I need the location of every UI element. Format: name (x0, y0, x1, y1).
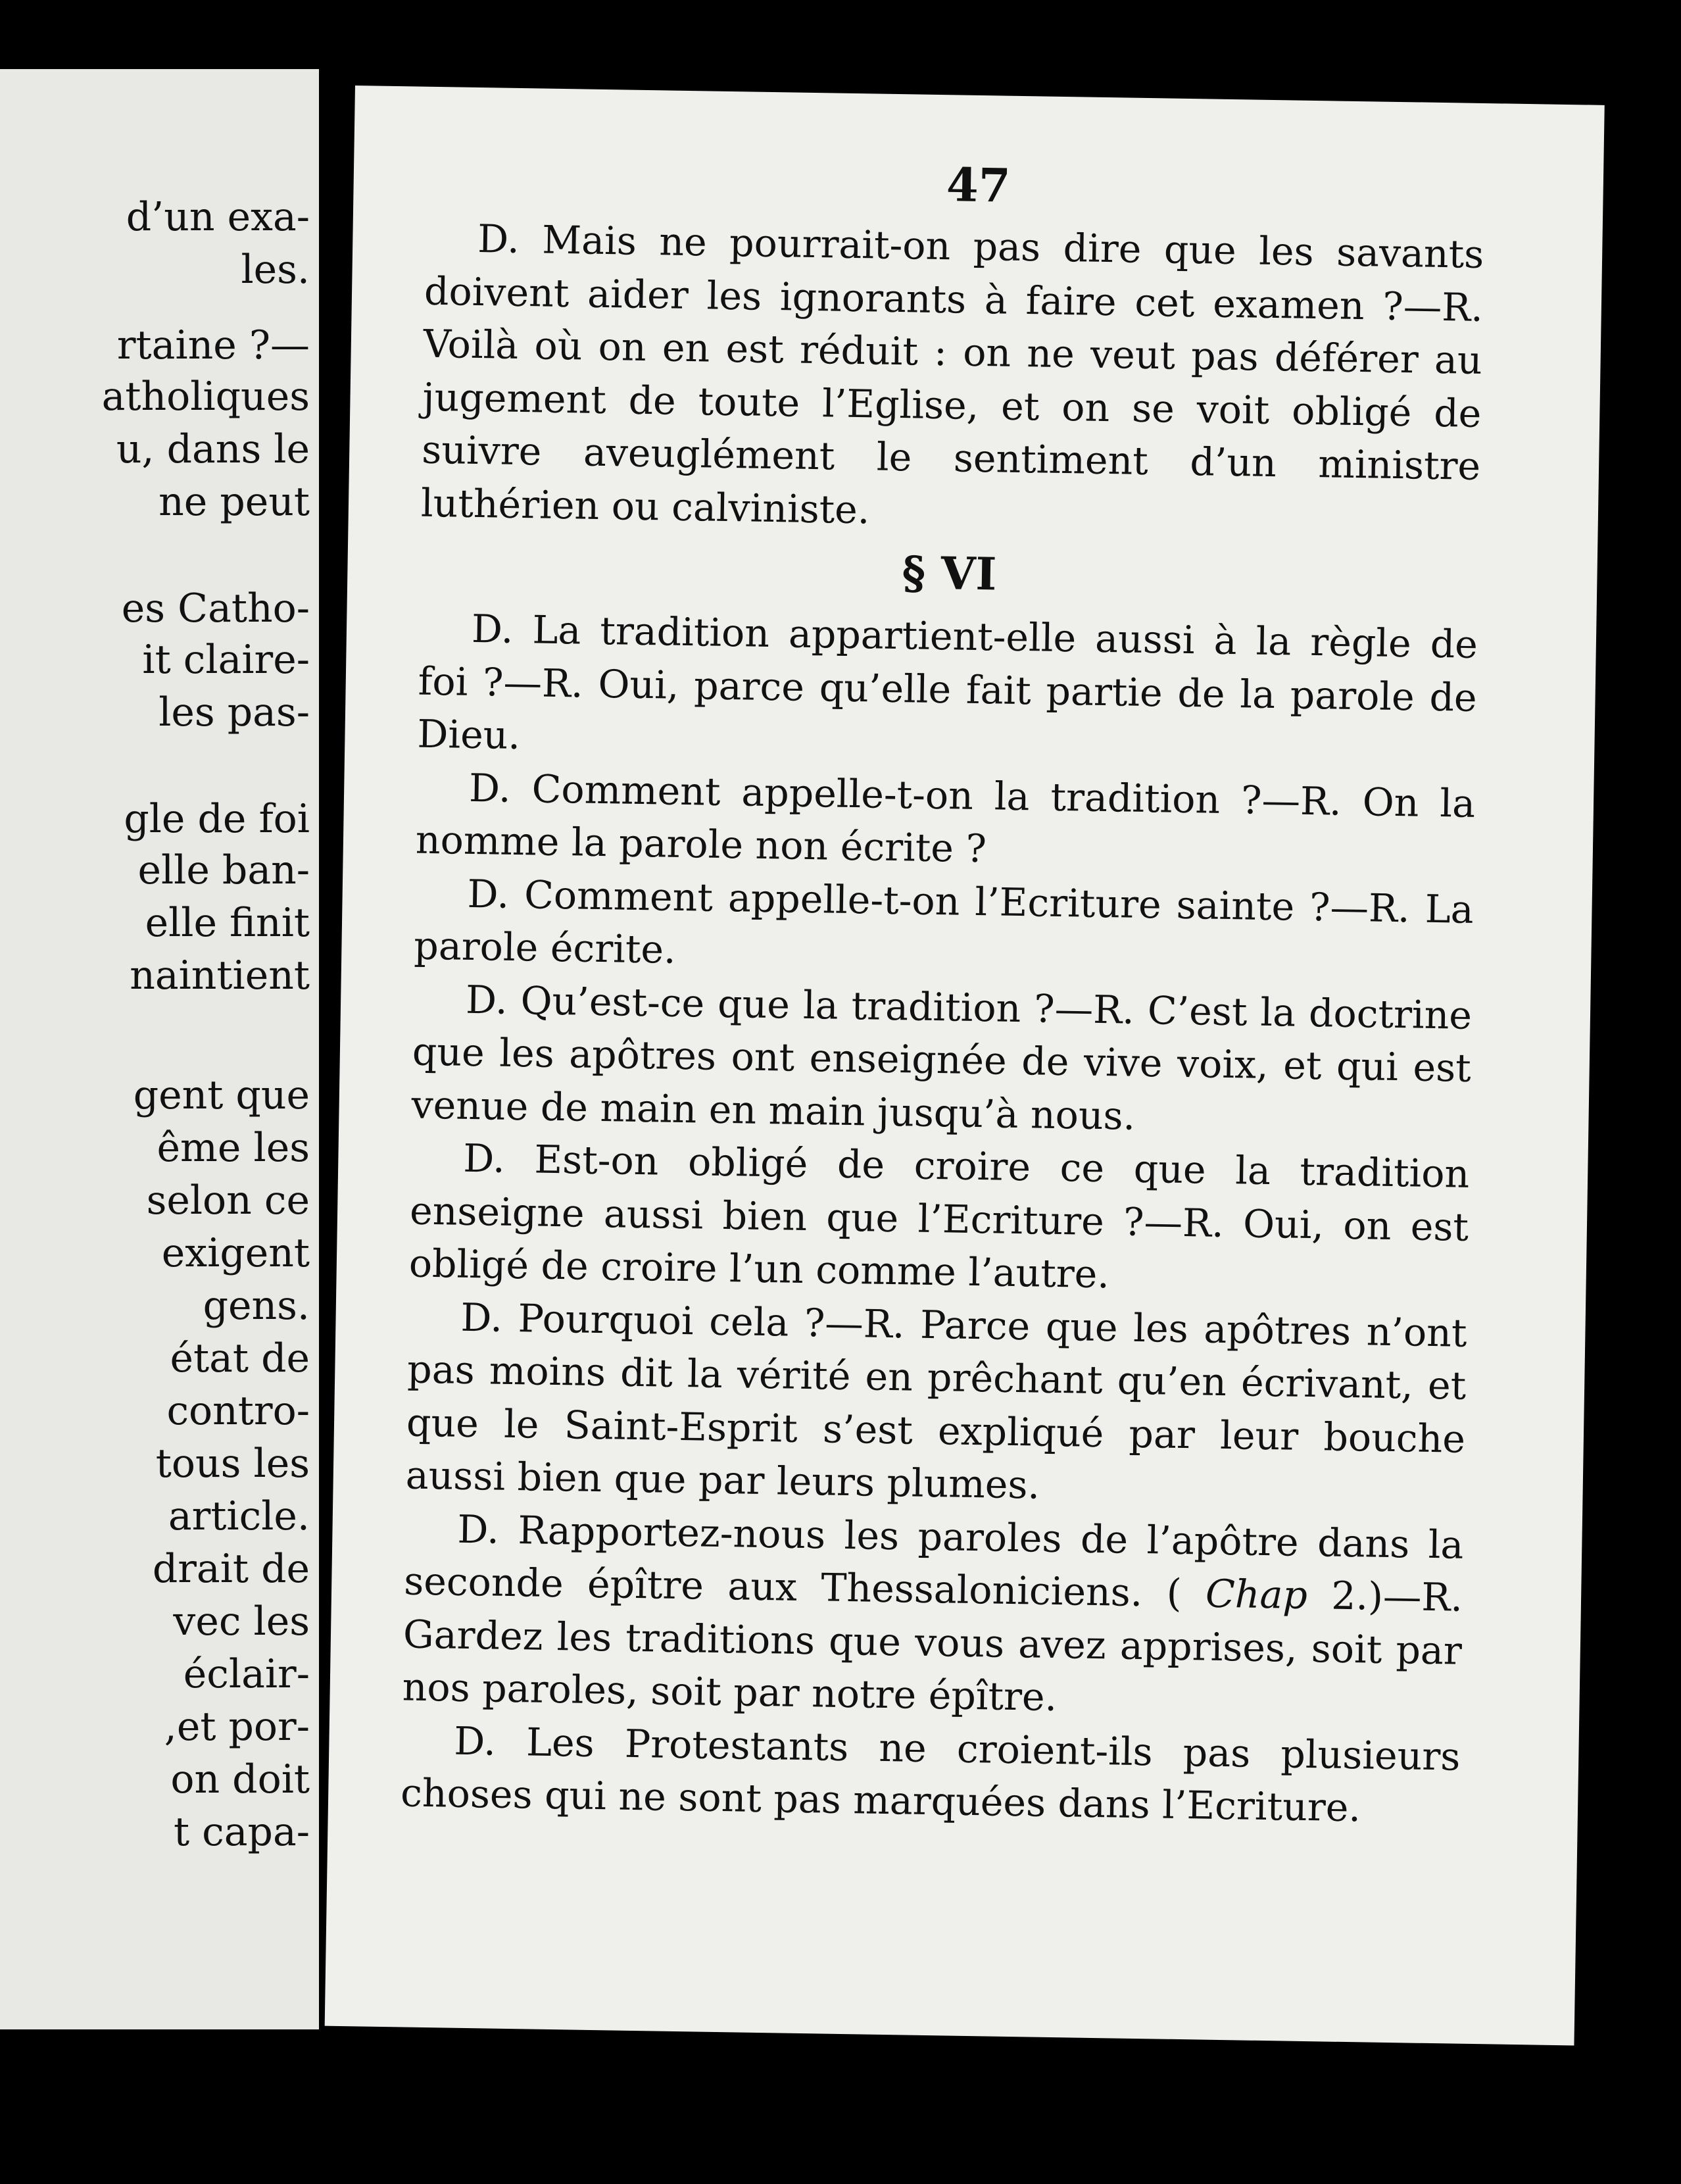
paragraph (402, 1502, 1464, 1730)
left-line: gle de foi (124, 796, 310, 842)
left-line: les pas- (158, 689, 310, 735)
left-line: état de (170, 1335, 310, 1381)
left-line: ,et por- (164, 1704, 310, 1750)
left-line: exigent (161, 1230, 310, 1276)
paragraph: D. Qu’est-ce que la tradition ?—R. C’est la doctrine que les apôtres ont enseignée de vive voix, et qui est venue de main en main jusqu’à nous. (411, 977, 1473, 1139)
left-line: es Catho- (121, 585, 310, 632)
left-line: gent que (133, 1072, 310, 1118)
paragraph: D. Mais ne pourrait-on pas dire que les savants doivent aider les ignorants à faire cet examen ?—R. Voilà où on en est réduit : on ne veut pas déférer au jugement de toute l’Eglise, et on se voit obligé de suivre aveuglément le sentiment d’un ministre luthérien ou calviniste. (420, 216, 1484, 532)
left-line: drait de (152, 1546, 310, 1592)
left-line: gens. (203, 1283, 310, 1329)
left-line: naintient (130, 953, 310, 999)
left-line: d’un exa- (126, 194, 310, 240)
left-line: on doit (170, 1756, 310, 1802)
paragraph: D. Comment appelle-t-on l’Ecriture sainte ?—R. La parole écrite. (413, 871, 1474, 972)
left-line: les. (241, 247, 310, 293)
left-line: ne peut (158, 479, 310, 525)
left-line: rtaine ?— (116, 322, 310, 368)
left-line: elle finit (145, 900, 310, 946)
left-line: vec les (173, 1599, 310, 1645)
left-line: article. (168, 1493, 310, 1539)
left-line: it claire- (142, 637, 310, 683)
left-line: u, dans le (116, 426, 310, 472)
right-page (325, 86, 1605, 2045)
chapter-reference: Chap (1205, 1571, 1308, 1618)
left-line: éclair- (183, 1651, 310, 1697)
left-line: t capa- (173, 1809, 310, 1855)
section-heading: § VI (901, 547, 997, 601)
paragraph: D. Est-on obligé de croire ce que la tradition enseigne aussi bien que l’Ecriture ?—R. Oui, on est obligé de croire l’un comme l’autre. (408, 1135, 1470, 1297)
paragraph: D. Comment appelle-t-on la tradition ?—R. On la nomme la parole non écrite ? (415, 765, 1476, 872)
left-line: tous les (155, 1441, 310, 1487)
left-page (0, 69, 319, 2029)
paragraph-text: D. Rapportez-nous les paroles de l’apôtre dans la seconde épître aux Thessaloniciens. ( (403, 1506, 1464, 1616)
paragraph-text: 2.)—R. Gardez les traditions que vous avez apprises, soit par nos paroles, soit par notre épître. (402, 1573, 1463, 1720)
paragraph: D. La tradition appartient-elle aussi à la règle de foi ?—R. Oui, parce qu’elle fait partie de la parole de Dieu. (416, 606, 1478, 758)
left-line: selon ce (146, 1178, 310, 1224)
left-line: ême les (157, 1125, 310, 1171)
page-body (401, 212, 1484, 1836)
paragraph: D. Pourquoi cela ?—R. Parce que les apôtres n’ont pas moins dit la vérité en prêchant qu’en écrivant, et que le Saint-Esprit s’est expliqué par leur bouche aussi bien que par leurs plumes. (405, 1295, 1467, 1508)
left-line: atholiques (101, 374, 310, 420)
page-number: 47 (946, 157, 1011, 213)
paragraph: D. Les Protestants ne croient-ils pas plusieurs choses qui ne sont pas marquées dans l’Ecriture. (400, 1718, 1461, 1831)
left-line: contro- (166, 1388, 310, 1434)
left-line: elle ban- (137, 847, 310, 893)
